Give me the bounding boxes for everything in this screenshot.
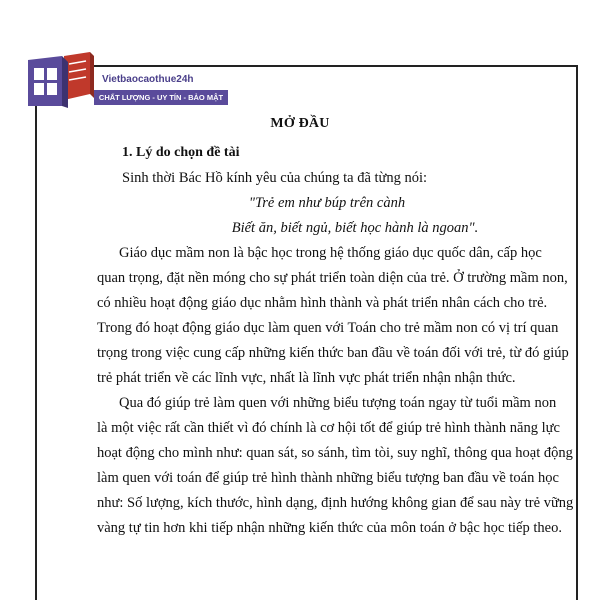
- brand-tagline: CHẤT LƯỢNG - UY TÍN - BẢO MẬT: [94, 90, 228, 105]
- watermark-logo: [24, 50, 224, 112]
- paragraph-1-line: trọng trong việc cung cấp những kiến thức ban đầu về toán đối với trẻ, từ đó giúp: [97, 345, 569, 361]
- paragraph-2-line: làm quen với toán để giúp trẻ hình thành những biểu tượng ban đầu về toán học: [97, 470, 559, 486]
- paragraph-2-line: là một việc rất cần thiết vì đó chính là cơ hội tốt để giúp trẻ hình thành năng lực: [97, 420, 560, 436]
- paragraph-2-line: như: Số lượng, kích thước, hình dạng, định hướng không gian để sau này trẻ vững: [97, 495, 574, 511]
- paragraph-2-line: hoạt động cho mình như: quan sát, so sánh, tìm tòi, suy nghĩ, thông qua hoạt động: [97, 445, 573, 461]
- intro-line: Sinh thời Bác Hồ kính yêu của chúng ta đã từng nói:: [122, 170, 428, 186]
- paragraph-1-line: có nhiều hoạt động giáo dục nhằm hình thành và phát triển nhân cách cho trẻ.: [97, 295, 548, 311]
- poem-line-1: "Trẻ em như búp trên cành: [248, 195, 406, 211]
- paragraph-1-line: Giáo dục mầm non là bậc học trong hệ thống giáo dục quốc dân, cấp học: [119, 245, 542, 261]
- brand-name: Vietbaocaothue24h: [102, 74, 194, 85]
- document-title: MỞ ĐẦU: [270, 116, 330, 131]
- poem-line-2: Biết ăn, biết ngủ, biết học hành là ngoan".: [231, 220, 479, 236]
- section-heading: 1. Lý do chọn đề tài: [122, 145, 240, 160]
- paragraph-1-line: quan trọng, đặt nền móng cho sự phát triển toàn diện của trẻ. Ở trường mầm non,: [97, 270, 568, 286]
- paragraph-2-line: Qua đó giúp trẻ làm quen với những biểu tượng toán ngay từ tuổi mầm non: [119, 395, 557, 411]
- paragraph-1-line: trẻ phát triển về các lĩnh vực, nhất là lĩnh vực phát triển nhận nhận thức.: [97, 370, 516, 386]
- paragraph-2-line: vàng tự tin hơn khi tiếp nhận những kiến thức của môn toán ở bậc học tiếp theo.: [97, 520, 562, 536]
- paragraph-1-line: Trong đó hoạt động giáo dục làm quen với Toán cho trẻ mầm non có vị trí quan: [97, 320, 559, 336]
- book-logo-icon: [24, 50, 96, 110]
